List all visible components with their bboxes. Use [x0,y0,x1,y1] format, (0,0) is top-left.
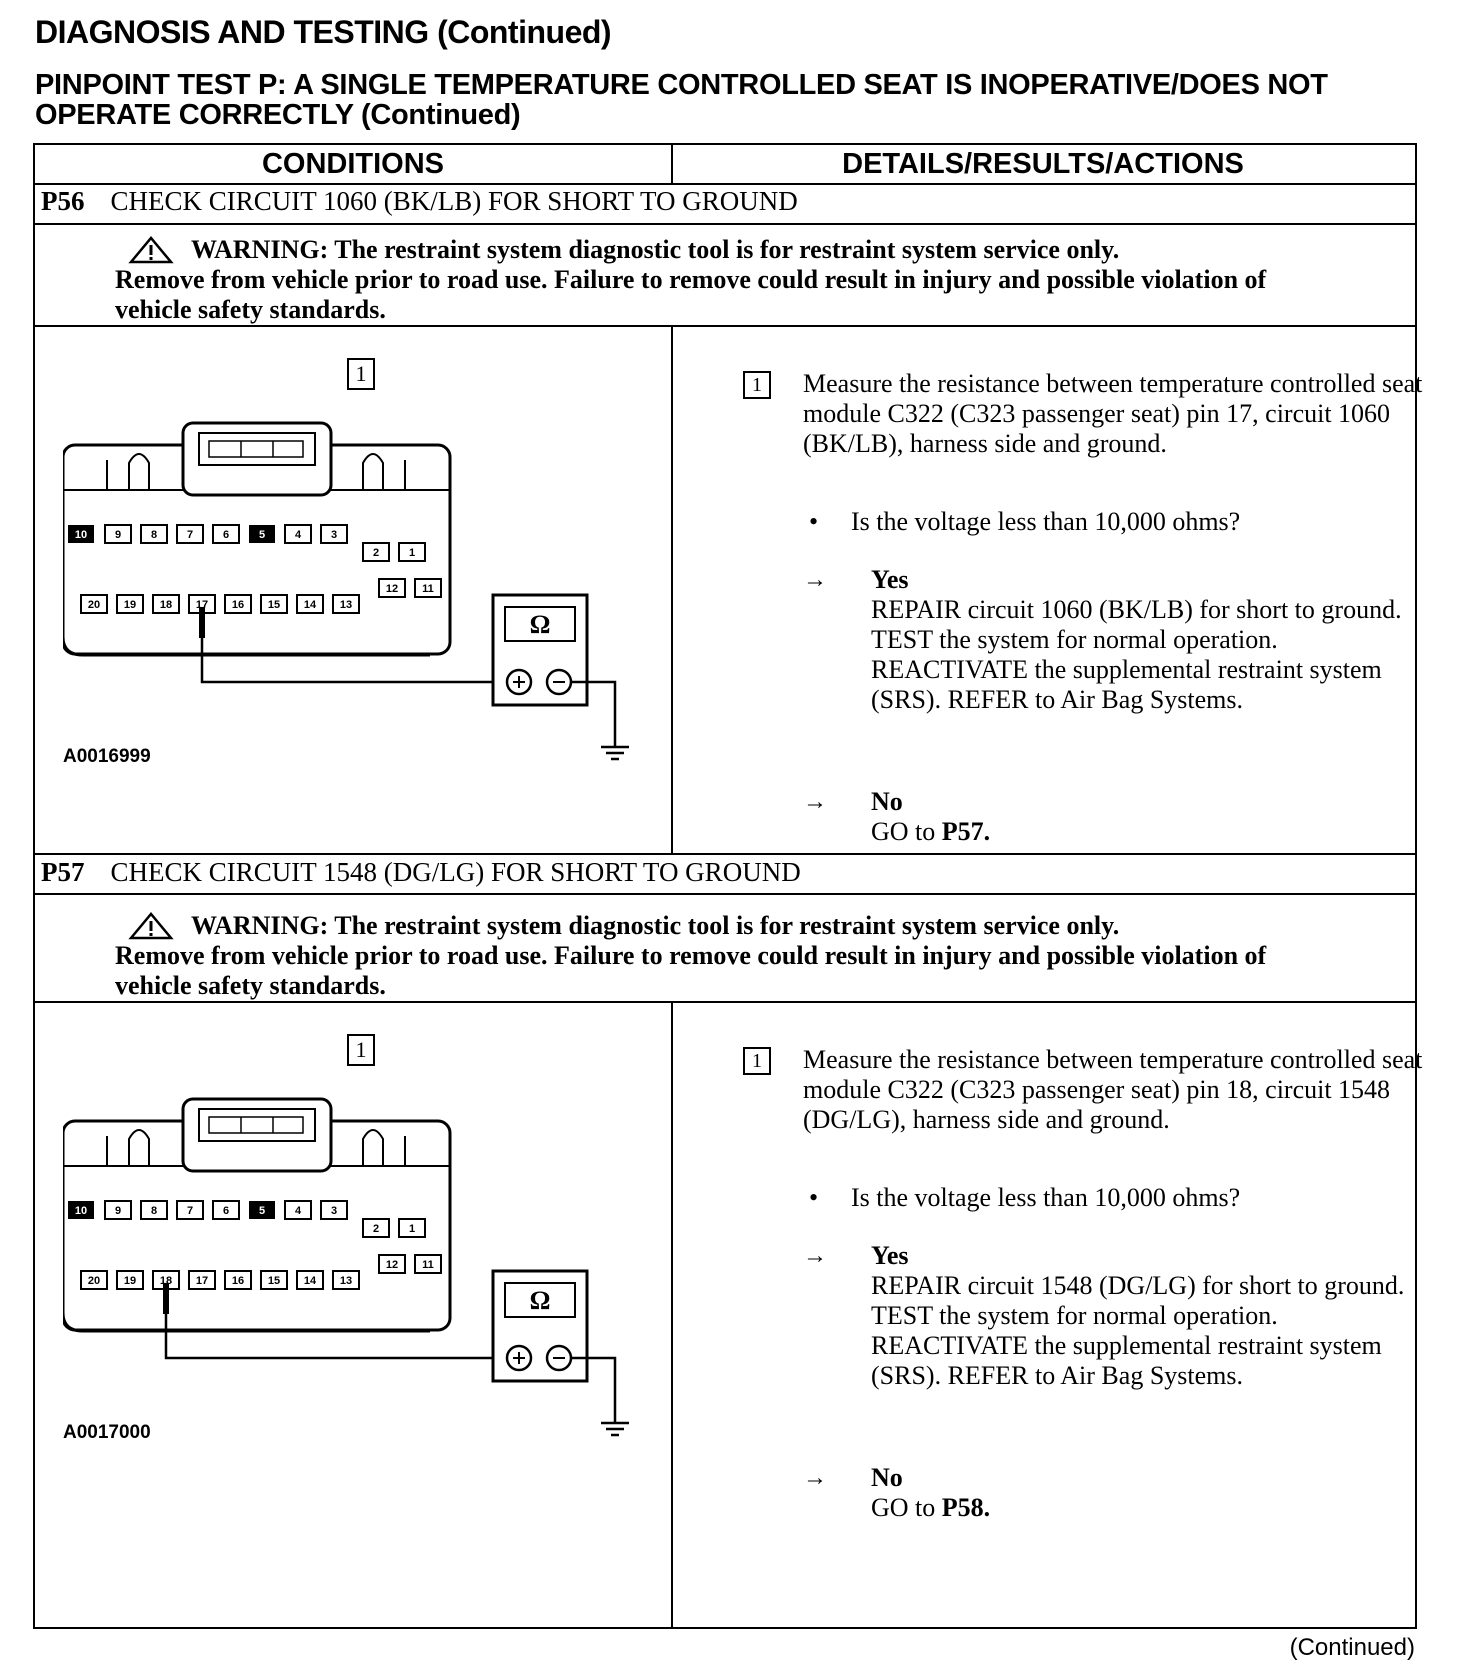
connector-pin: 6 [222,1205,230,1217]
step-id: P56 [41,186,85,216]
connector-pin: 12 [385,1259,399,1271]
warning-triangle-icon [127,235,183,265]
connector-pin: 1 [408,547,416,559]
yes-action: REPAIR circuit 1548 (DG/LG) for short to ground. TEST the system for normal operation. REACTIVATE the supplemental restraint system (SRS). REFER to Air Bag Systems. [871,1271,1405,1390]
connector-pin: 9 [114,529,122,541]
arrow-icon: → [803,567,827,593]
instruction-text: Measure the resistance between temperature controlled seat module C322 (C323 passenger seat) pin 17, circuit 1060 (BK/LB), harness side and ground. [803,369,1423,458]
connector-diagram-p56 [63,355,703,785]
bullet-icon: • [809,507,819,536]
connector-pin: 10 [74,529,88,541]
figure-id: A0016999 [63,746,151,767]
instruction-text: Measure the resistance between temperature controlled seat module C322 (C323 passenger seat) pin 18, circuit 1548 (DG/LG), harness side and ground. [803,1045,1423,1134]
question-text: Is the voltage less than 10,000 ohms? [851,507,1241,536]
step-heading-p57 [41,857,801,888]
connector-pin: 10 [74,1205,88,1217]
connector-pin: 11 [422,583,434,595]
connector-pin: 20 [87,1275,101,1287]
connector-pin: 19 [123,1275,137,1287]
divider [35,893,1415,895]
yes-label: Yes [871,565,909,594]
connector-pin: 1 [408,1223,416,1235]
ohm-icon: Ω [529,1286,551,1315]
connector-pin: 6 [222,529,230,541]
connector-pin: 3 [330,529,338,541]
no-label: No [871,1463,903,1492]
connector-pin: 7 [186,1205,194,1217]
warning-lead: WARNING: The restraint system diagnostic tool is for restraint system service only. [191,911,1120,940]
warning-block-p57 [115,911,1345,1001]
connector-pin: 4 [294,529,302,541]
connector-pin: 16 [231,1275,245,1287]
connector-pin: 11 [422,1259,434,1271]
result-no [871,1463,1411,1523]
arrow-icon: → [803,1465,827,1491]
step-title: CHECK CIRCUIT 1548 (DG/LG) FOR SHORT TO GROUND [110,857,801,887]
step-number-box: 1 [743,371,771,399]
warning-triangle-icon [127,911,183,941]
ohm-icon: Ω [529,610,551,639]
page-title: DIAGNOSIS AND TESTING (Continued) [35,14,612,50]
arrow-icon: → [803,789,827,815]
warning-block-p56 [115,235,1345,325]
connector-pin: 19 [123,599,137,611]
column-header-conditions: CONDITIONS [261,148,445,180]
warning-text: Remove from vehicle prior to road use. Failure to remove could result in injury and possible violation of vehicle safety standards. [115,265,1267,324]
connector-pin: 7 [186,529,194,541]
connector-pin: 15 [267,1275,281,1287]
connector-diagram-p57 [63,1031,703,1461]
result-yes [871,565,1411,715]
connector-pin: 9 [114,1205,122,1217]
bullet-icon: • [809,1183,819,1212]
goto-link[interactable]: P57. [941,817,991,846]
figure-step-label: 1 [355,361,367,386]
result-no [871,787,1411,847]
connector-pin: 2 [372,547,380,559]
connector-pin: 15 [267,599,281,611]
connector-pin: 5 [258,529,266,541]
divider [35,853,1415,855]
arrow-icon: → [803,1243,827,1269]
no-label: No [871,787,903,816]
step-id: P57 [41,857,85,887]
divider [35,183,1415,185]
warning-text: Remove from vehicle prior to road use. Failure to remove could result in injury and possible violation of vehicle safety standards. [115,941,1267,1000]
divider [671,145,673,183]
connector-pin: 3 [330,1205,338,1217]
figure-id: A0017000 [63,1422,151,1443]
connector-pin: 2 [372,1223,380,1235]
warning-lead: WARNING: The restraint system diagnostic tool is for restraint system service only. [191,235,1120,264]
step-heading-p56 [41,186,798,217]
step-number-box: 1 [743,1047,771,1075]
connector-pin: 14 [303,599,317,611]
result-yes [871,1241,1411,1391]
pinpoint-test-title: PINPOINT TEST P: A SINGLE TEMPERATURE CONTROLLED SEAT IS INOPERATIVE/DOES NOT OPERATE CORRECTLY (Continued) [35,69,1328,131]
goto-link[interactable]: P58. [941,1493,991,1522]
connector-pin: 18 [159,1275,173,1287]
connector-pin: 8 [150,529,158,541]
divider [35,223,1415,225]
step-title: CHECK CIRCUIT 1060 (BK/LB) FOR SHORT TO GROUND [110,186,798,216]
connector-pin: 17 [195,599,209,611]
figure-step-label: 1 [355,1037,367,1062]
connector-pin: 4 [294,1205,302,1217]
connector-pin: 14 [303,1275,317,1287]
connector-pin: 13 [339,599,353,611]
column-header-details: DETAILS/RESULTS/ACTIONS [842,148,1244,180]
connector-pin: 13 [339,1275,353,1287]
continued-footer: (Continued) [1289,1634,1415,1661]
no-action: GO to P58. [871,1493,991,1522]
divider [35,1001,1415,1003]
connector-pin: 5 [258,1205,266,1217]
connector-pin: 18 [159,599,173,611]
divider [35,325,1415,327]
yes-label: Yes [871,1241,909,1270]
connector-pin: 20 [87,599,101,611]
connector-pin: 8 [150,1205,158,1217]
question-text: Is the voltage less than 10,000 ohms? [851,1183,1241,1212]
yes-action: REPAIR circuit 1060 (BK/LB) for short to ground. TEST the system for normal operation. REACTIVATE the supplemental restraint system (SRS). REFER to Air Bag Systems. [871,595,1402,714]
no-action: GO to P57. [871,817,991,846]
connector-pin: 17 [195,1275,209,1287]
diagnostic-table [33,143,1423,1629]
connector-pin: 12 [385,583,399,595]
connector-pin: 16 [231,599,245,611]
